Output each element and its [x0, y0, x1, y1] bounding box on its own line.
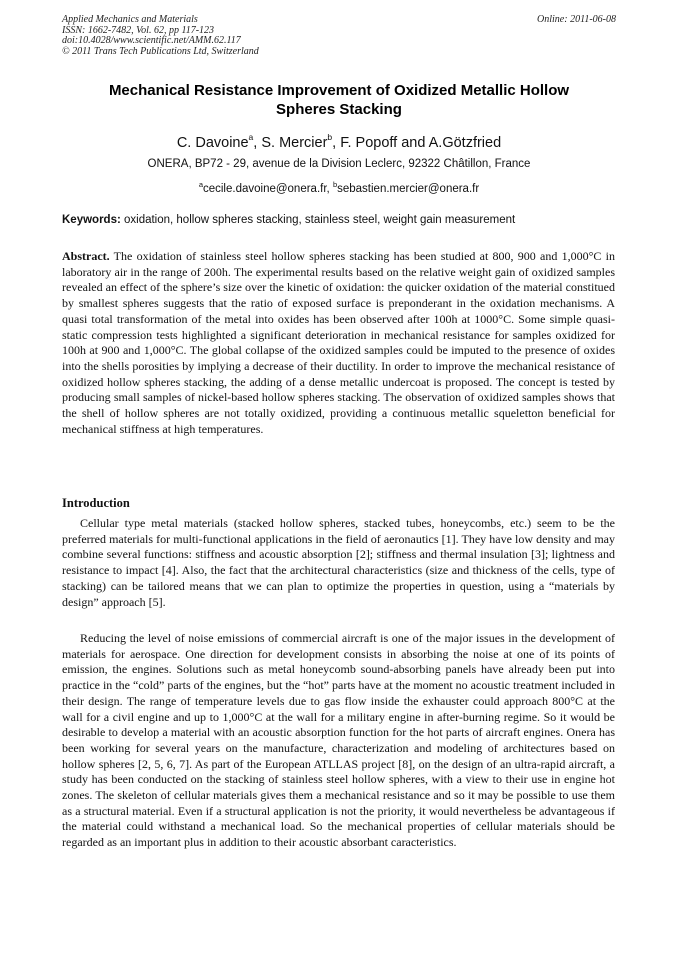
email-a: cecile.davoine@onera.fr — [202, 183, 327, 195]
online-date: Online: 2011-06-08 — [537, 14, 616, 25]
introduction-paragraph-1: Cellular type metal materials (stacked hollow spheres, stacked tubes, honeycombs, etc.) seem to be the preferred materials for multi-functional applications in the field of aeronautics [1]. They have low density and may combine several functions: stiffness and acoustic absorption [2]; stiffness and thermal insulation [3]; lightness and resistance to impact [4]. Also, the fact that the architectural characteristics (size and thickness of the cells, type of stacking) can be tailored means that we can plan to optimize the properties in question, using a “materials by design” approach [5]. — [62, 516, 615, 609]
journal-header — [62, 15, 616, 57]
keywords-text: oxidation, hollow spheres stacking, stainless steel, weight gain measurement — [120, 214, 516, 226]
affiliation: ONERA, BP72 - 29, avenue de la Division Leclerc, 92322 Châtillon, France — [147, 158, 531, 170]
introduction-heading: Introduction — [62, 496, 130, 510]
author-list: C. Davoine$^a$, S. Mercier$^b$, F. Popoff and A.Götzfried — [176, 132, 502, 151]
introduction-paragraph-2: Reducing the level of noise emissions of commercial aircraft is one of the major issues in the development of materials for aerospace. One direction for development consists in absorbing the noise at one of its points of emission, the engines. Solutions such as metal honeycomb sound-absorbing panels have already been put into practice in the “cold” parts of the engines, but the “hot” parts have at the moment no acoustic treatment included in their design. The range of temperature levels due to gas flow inside the exhauster could approach 800°C at the wall for a civil engine and up to 1,000°C at the wall for a military engine in after-burning regime. So it would be desirable to develop a material with an acoustic absorption function for the hot parts of aircraft engines. Onera has been working for several years on the manufacture, characterization and modeling of architectures based on hollow spheres [2, 5, 6, 7]. As part of the European ATLLAS project [8], on the design of an ultra-rapid aircraft, a study has been conducted on the stacking of stainless steel hollow spheres, with a view to their use in engine hot zones. The skeleton of cellular materials gives them a mechanical resistance and so it may be possible to use them as a structural material. Even if a structural application is not the priority, it would nevertheless be advantageous if the material could withstand a mechanical load. So the mechanical properties of cellular materials should be regarded as an important plus in addition to their acoustic absorbant caracteristics. — [62, 631, 615, 850]
copyright-line: © 2011 Trans Tech Publications Ltd, Switzerland — [62, 45, 259, 57]
abstract-label: Abstract. — [62, 249, 110, 263]
author-1: C. Davoine — [176, 135, 249, 151]
doi-line: doi:10.4028/www.scientific.net/AMM.62.117 — [62, 35, 241, 46]
author-2: S. Mercier — [261, 135, 328, 151]
author-1-marker: a — [248, 132, 254, 142]
abstract-text: The oxidation of stainless steel hollow spheres stacking has been studied at 800, 900 and 1,000°C in laboratory air in the range of 200h. The experimental results based on the relative weight gain of oxidized samples revealed an effect of the sphere’s size over the kinetic of oxidation: the quicker oxidation of the material constitued by smallest spheres suggests that the ratio of exposed surface is preponderant in the oxidation mechanisms. A quasi total transformation of the metal into oxides has been observed after 100h at 1000°C. Some simple quasi-static compression tests highlighted a significant deterioration in mechanical resistance for samples oxidized for 100h at 900 and 1,000°C. The global collapse of the oxidized samples could be imputed to the presence of oxides into the shells porosities by implying a decrease of their ductility. In order to improve the mechanical resistance of oxidized hollow spheres stacking, the adding of a dense metallic undercoat is proposed. The concept is tested by producing small samples of nickel-based hollow spheres stacking. The observation of oxidized samples shows that the shell of hollow spheres are not totally oxidized, providing a continuous metallic squeletton beneficial for mechanical stiffness at high temperatures. — [62, 249, 615, 436]
abstract — [62, 249, 615, 437]
issn-line: ISSN: 1662-7482, Vol. 62, pp 117-123 — [62, 24, 215, 36]
keywords-label: Keywords: — [62, 214, 121, 226]
paper-title: Mechanical Resistance Improvement of Oxidized Metallic Hollow Spheres Stacking — [108, 82, 570, 118]
other-authors: , F. Popoff and A.Götzfried — [332, 135, 502, 151]
journal-name: Applied Mechanics and Materials — [62, 14, 198, 25]
author-2-marker: b — [327, 132, 333, 142]
keywords — [62, 213, 618, 227]
author-emails: $^a$cecile.davoine@onera.fr, $^b$sebastien.mercier@onera.fr — [198, 180, 480, 195]
email-b: sebastien.mercier@onera.fr — [337, 183, 480, 195]
